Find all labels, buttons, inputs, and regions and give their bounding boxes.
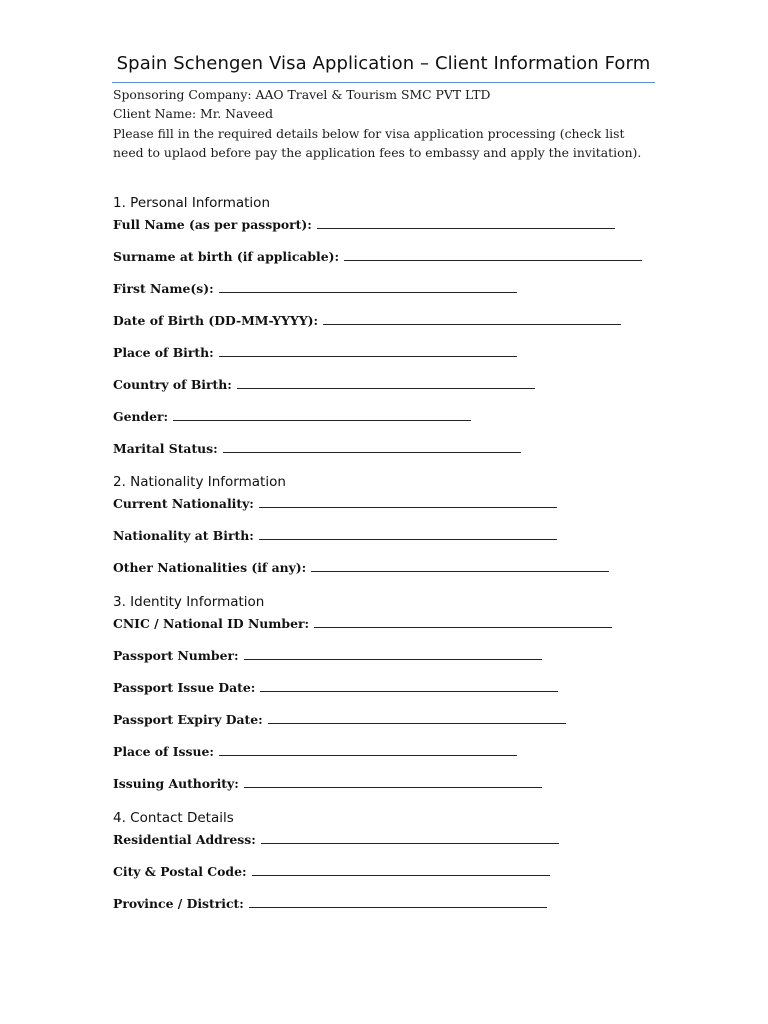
surname-at-birth-field[interactable] — [113, 249, 642, 267]
fill-in-line[interactable] — [219, 745, 517, 756]
city-postal-code-field[interactable] — [113, 864, 550, 882]
field-label: Date of Birth (DD-MM-YYYY): — [113, 313, 319, 328]
field-label: Passport Issue Date: — [113, 680, 256, 695]
marital-status-field[interactable] — [113, 441, 521, 459]
first-names-field[interactable] — [113, 281, 517, 299]
fill-in-line[interactable] — [268, 713, 566, 724]
sponsoring-company-text: Sponsoring Company: AAO Travel & Tourism SMC PVT LTD — [113, 87, 491, 102]
field-label: Country of Birth: — [113, 377, 232, 392]
fill-in-line[interactable] — [323, 314, 621, 325]
passport-number-field[interactable] — [113, 648, 542, 666]
fill-in-line[interactable] — [259, 497, 557, 508]
fill-in-line[interactable] — [317, 218, 615, 229]
full-name-field[interactable] — [113, 217, 615, 235]
current-nationality-field[interactable] — [113, 496, 557, 514]
fill-in-line[interactable] — [173, 410, 471, 421]
field-label: Passport Expiry Date: — [113, 712, 263, 727]
passport-issue-date-field[interactable] — [113, 680, 558, 698]
residential-address-field[interactable] — [113, 832, 559, 850]
client-name-text: Client Name: Mr. Naveed — [113, 106, 274, 122]
field-label: Residential Address: — [113, 832, 256, 847]
field-label: Gender: — [113, 409, 169, 424]
fill-in-line[interactable] — [260, 681, 558, 692]
field-label: City & Postal Code: — [113, 864, 247, 879]
field-label: Current Nationality: — [113, 496, 254, 511]
province-district-field[interactable] — [113, 896, 547, 914]
fill-in-line[interactable] — [344, 250, 642, 261]
field-label: Province / District: — [113, 896, 244, 911]
field-label: Marital Status: — [113, 441, 218, 456]
field-label: Other Nationalities (if any): — [113, 560, 307, 575]
fill-in-line[interactable] — [249, 897, 547, 908]
section-heading-nationality-information: 2. Nationality Information — [113, 474, 286, 490]
place-of-issue-field[interactable] — [113, 744, 517, 762]
fill-in-line[interactable] — [314, 617, 612, 628]
field-label: Issuing Authority: — [113, 776, 239, 791]
instructions-text: Please fill in the required details below for visa application processing (check list need to uplaod before pay the application fees to embassy and apply the invitation). — [113, 125, 642, 160]
fill-in-line[interactable] — [252, 865, 550, 876]
section-heading-personal-information: 1. Personal Information — [113, 195, 270, 211]
fill-in-line[interactable] — [219, 282, 517, 293]
field-label: First Name(s): — [113, 281, 214, 296]
fill-in-line[interactable] — [244, 649, 542, 660]
fill-in-line[interactable] — [259, 529, 557, 540]
passport-expiry-date-field[interactable] — [113, 712, 566, 730]
field-label: CNIC / National ID Number: — [113, 616, 310, 631]
place-of-birth-field[interactable] — [113, 345, 517, 363]
other-nationalities-field[interactable] — [113, 560, 609, 578]
field-label: Place of Birth: — [113, 345, 214, 360]
gender-field[interactable] — [113, 409, 471, 427]
field-label: Place of Issue: — [113, 744, 214, 759]
nationality-at-birth-field[interactable] — [113, 528, 557, 546]
fill-in-line[interactable] — [237, 378, 535, 389]
country-of-birth-field[interactable] — [113, 377, 535, 395]
field-label: Surname at birth (if applicable): — [113, 249, 340, 264]
intro-block — [113, 85, 643, 162]
cnic-national-id-field[interactable] — [113, 616, 612, 634]
issuing-authority-field[interactable] — [113, 776, 542, 794]
fill-in-line[interactable] — [223, 442, 521, 453]
section-heading-identity-information: 3. Identity Information — [113, 594, 265, 610]
field-label: Full Name (as per passport): — [113, 217, 312, 232]
field-label: Nationality at Birth: — [113, 528, 254, 543]
section-heading-contact-details: 4. Contact Details — [113, 810, 234, 826]
date-of-birth-field[interactable] — [113, 313, 621, 331]
fill-in-line[interactable] — [261, 833, 559, 844]
field-label: Passport Number: — [113, 648, 239, 663]
title-underline — [112, 82, 655, 83]
fill-in-line[interactable] — [219, 346, 517, 357]
fill-in-line[interactable] — [311, 561, 609, 572]
fill-in-line[interactable] — [244, 777, 542, 788]
form-title: Spain Schengen Visa Application – Client Information Form — [116, 53, 651, 74]
